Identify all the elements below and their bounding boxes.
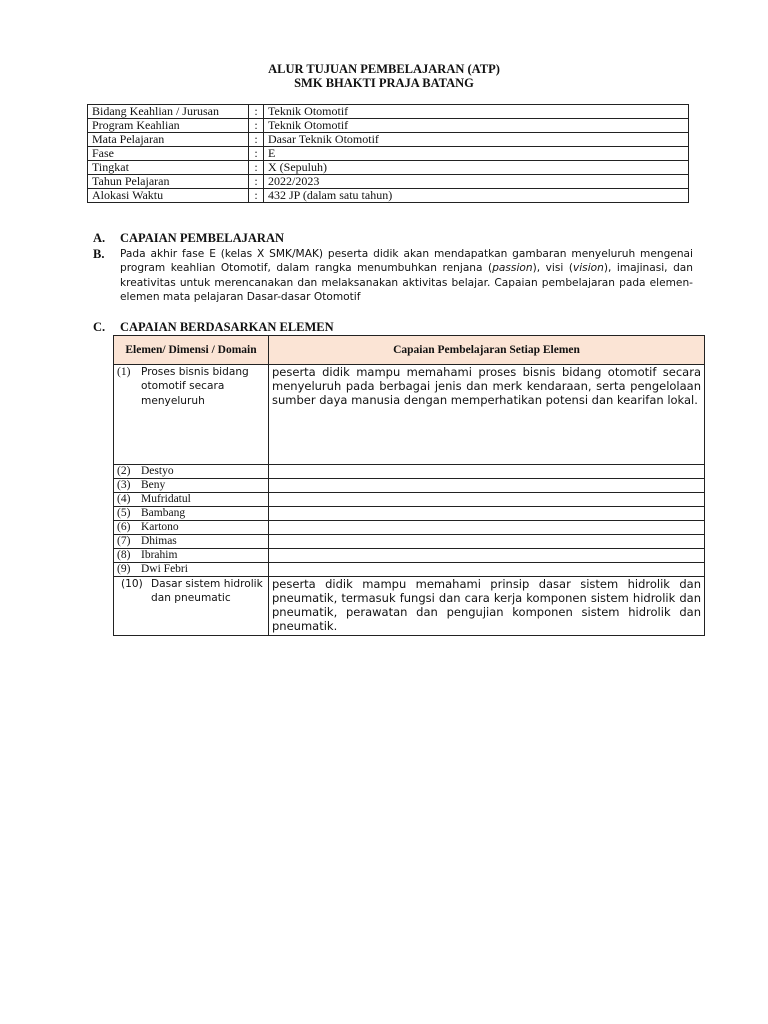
element-description: [269, 479, 705, 493]
element-description: [269, 563, 705, 577]
section-b-text-2: ), visi (: [532, 262, 573, 275]
info-separator: :: [249, 189, 264, 203]
info-value: Teknik Otomotif: [264, 119, 689, 133]
section-c-heading: [93, 320, 334, 334]
element-number: (2): [117, 465, 131, 477]
element-name: Beny: [141, 479, 166, 491]
element-name: Dwi Febri: [141, 563, 188, 575]
element-cell: [114, 465, 269, 479]
info-separator: :: [249, 147, 264, 161]
table-row: [114, 493, 705, 507]
element-cell: [114, 521, 269, 535]
element-description: [269, 465, 705, 479]
element-number: (3): [117, 479, 131, 491]
info-value: Dasar Teknik Otomotif: [264, 133, 689, 147]
table-row: [88, 175, 689, 189]
section-c-title: CAPAIAN BERDASARKAN ELEMEN: [120, 320, 334, 334]
table-row: [114, 535, 705, 549]
element-name: Destyo: [141, 465, 174, 477]
element-cell: [114, 549, 269, 563]
element-description: [269, 521, 705, 535]
table-row: [114, 577, 705, 636]
element-number: (8): [117, 549, 131, 561]
table-row: [114, 549, 705, 563]
info-separator: :: [249, 119, 264, 133]
info-label: Program Keahlian: [88, 119, 249, 133]
element-description: peserta didik mampu memahami proses bisnis bidang otomotif secara menyeluruh pada berbagai jenis dan merk kendaraan, serta pengelolaan sumber daya manusia dengan memperhatikan potensi dan kearifan lokal.: [269, 365, 705, 465]
element-number: (4): [117, 493, 131, 505]
info-value: 2022/2023: [264, 175, 689, 189]
element-name: Kartono: [141, 521, 179, 533]
section-b-text-1: Pada akhir fase E (kelas X SMK/MAK) peserta didik akan mendapatkan gambaran menyeluruh mengenai program keahlian Otomotif, dalam rangka menumbuhkan renjana (: [120, 248, 693, 275]
info-separator: :: [249, 161, 264, 175]
element-name: Bambang: [141, 507, 186, 519]
element-number: (7): [117, 535, 131, 547]
element-cell: [114, 493, 269, 507]
element-number: (10): [121, 578, 143, 590]
section-a-mark: A.: [93, 231, 106, 245]
info-value: Teknik Otomotif: [264, 105, 689, 119]
table-row: [88, 161, 689, 175]
element-cell: [114, 577, 269, 636]
info-value: X (Sepuluh): [264, 161, 689, 175]
element-description: [269, 493, 705, 507]
section-b-mark-wrap: [93, 247, 120, 261]
document-title: ALUR TUJUAN PEMBELAJARAN (ATP): [268, 62, 500, 76]
section-b-mark: B.: [93, 247, 105, 261]
section-a-heading: [93, 231, 284, 245]
table-row: [88, 189, 689, 203]
section-b-em-1: passion: [492, 262, 533, 275]
element-description: [269, 549, 705, 563]
element-description: [269, 535, 705, 549]
table-row: [114, 479, 705, 493]
elements-table: [113, 335, 705, 636]
section-b-em-2: vision: [572, 262, 604, 275]
section-b-paragraph: [120, 247, 693, 305]
info-separator: :: [249, 175, 264, 189]
table-row: [114, 521, 705, 535]
element-description: peserta didik mampu memahami prinsip dasar sistem hidrolik dan pneumatik, termasuk fungsi dan cara kerja komponen sistem hidrolik dan pneumatik, perawatan dan pengujian komponen sistem hidrolik dan pneumatik.: [269, 577, 705, 636]
element-name: Proses bisnis bidang otomotif secara menyeluruh: [141, 366, 249, 407]
table-row: [88, 119, 689, 133]
element-name: Dhimas: [141, 535, 177, 547]
element-number: (6): [117, 521, 131, 533]
element-number: (1): [117, 366, 131, 378]
section-b-text-3: ), imajinasi, dan kreativitas untuk merencanakan dan melaksanakan aktivitas belajar. Capaian pembelajaran pada elemen- elemen mata pelajaran Dasar-dasar Otomotif: [120, 262, 694, 304]
school-name: SMK BHAKTI PRAJA BATANG: [294, 76, 474, 90]
info-label: Mata Pelajaran: [88, 133, 249, 147]
info-value: E: [264, 147, 689, 161]
element-name: Dasar sistem hidrolik dan pneumatic: [151, 578, 263, 605]
element-cell: [114, 563, 269, 577]
element-name: Ibrahim: [141, 549, 178, 561]
element-number: (9): [117, 563, 131, 575]
element-cell: [114, 365, 269, 465]
section-a-title: CAPAIAN PEMBELAJARAN: [120, 231, 285, 245]
element-name: Mufridatul: [141, 493, 191, 505]
table-row: [88, 133, 689, 147]
info-label: Alokasi Waktu: [88, 189, 249, 203]
table-row: [114, 563, 705, 577]
table-row: [114, 465, 705, 479]
element-cell: [114, 535, 269, 549]
elements-col1-header: Elemen/ Dimensi / Domain: [114, 336, 269, 365]
table-row: [114, 365, 705, 465]
info-separator: :: [249, 133, 264, 147]
element-cell: [114, 507, 269, 521]
info-value: 432 JP (dalam satu tahun): [264, 189, 689, 203]
course-info-table: [87, 104, 689, 203]
element-number: (5): [117, 507, 131, 519]
elements-col2-header: Capaian Pembelajaran Setiap Elemen: [269, 336, 705, 365]
info-label: Tahun Pelajaran: [88, 175, 249, 189]
element-description: [269, 507, 705, 521]
element-cell: [114, 479, 269, 493]
info-label: Tingkat: [88, 161, 249, 175]
section-c-mark: C.: [93, 320, 106, 334]
table-row: [88, 105, 689, 119]
table-row: [88, 147, 689, 161]
info-label: Bidang Keahlian / Jurusan: [88, 105, 249, 119]
info-separator: :: [249, 105, 264, 119]
table-row: [114, 507, 705, 521]
info-label: Fase: [88, 147, 249, 161]
